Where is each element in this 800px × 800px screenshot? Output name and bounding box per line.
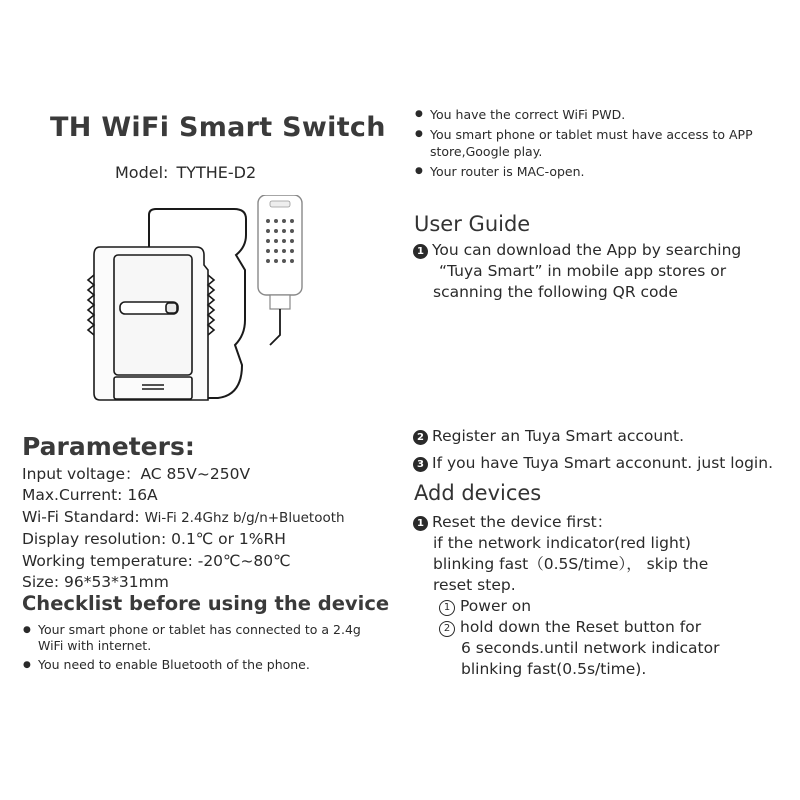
front-panel (114, 255, 192, 375)
model-line (115, 163, 256, 182)
add-substep-1 (413, 596, 793, 617)
guide-step-1-line: scanning the following QR code (433, 283, 678, 301)
checklist-item: ● Your smart phone or tablet has connected to a 2.4g WiFi with internet. (22, 622, 372, 654)
substep-number-badge: 1 (439, 600, 455, 616)
parameters-heading: Parameters: (22, 432, 195, 461)
param-input-voltage: Input voltage：AC 85V~250V (22, 465, 251, 483)
requirements-list (414, 106, 784, 183)
param-wifi-value: Wi-Fi 2.4Ghz b/g/n+Bluetooth (144, 509, 345, 526)
left-ribs (88, 275, 94, 335)
step-number-badge: 3 (413, 457, 428, 472)
parameters-list (22, 464, 345, 593)
product-title: TH WiFi Smart Switch (50, 112, 386, 143)
add-step-1-title: Reset the device first： (432, 513, 613, 531)
add-substep-2 (413, 617, 793, 638)
model-label: Model: (115, 163, 169, 182)
guide-step-1 (413, 240, 793, 303)
device-illustration (70, 195, 340, 420)
user-guide-heading: User Guide (414, 212, 531, 236)
right-ribs (208, 275, 214, 335)
param-size: Size: 96*53*31mm (22, 573, 169, 592)
param-wifi-standard (22, 507, 345, 529)
add-step-1-line: if the network indicator(red light) (433, 534, 691, 552)
add-substep-2-line: 6 seconds.until network indicator (461, 639, 720, 657)
requirement-item: ● You have the correct WiFi PWD. (414, 106, 784, 123)
requirement-item: ● You smart phone or tablet must have access to APP store,Google play. (414, 126, 784, 160)
add-substep-1-text: Power on (460, 597, 532, 615)
checklist-heading: Checklist before using the device (22, 592, 390, 615)
guide-step-3-text: If you have Tuya Smart acconunt. just login. (432, 454, 773, 472)
guide-step-3 (413, 453, 793, 474)
guide-step-1-line: You can download the App by searching (432, 241, 742, 259)
param-max-current: Max.Current: 16A (22, 486, 158, 505)
guide-step-2-text: Register an Tuya Smart account. (432, 427, 685, 445)
checklist (22, 622, 372, 676)
add-substep-2-text: hold down the Reset button for (460, 618, 702, 636)
add-substep-2-line: blinking fast(0.5s/time). (461, 660, 647, 678)
requirement-item: ● Your router is MAC-open. (414, 163, 784, 180)
model-value: TYTHE-D2 (176, 163, 257, 182)
add-step-1-line: blinking fast（0.5S/time）， skip the (433, 555, 709, 573)
add-step-1-line: reset step. (433, 576, 516, 594)
guide-step-2 (413, 426, 793, 447)
substep-number-badge: 2 (439, 621, 455, 637)
add-step-1 (413, 512, 793, 680)
param-working-temperature: Working temperature: -20℃~80℃ (22, 551, 291, 570)
param-wifi-label: Wi-Fi Standard: (22, 507, 140, 526)
guide-step-1-line: “Tuya Smart” in mobile app stores or (439, 262, 727, 280)
step-number-badge: 2 (413, 430, 428, 445)
sensor-probe (258, 195, 302, 345)
reset-button (166, 303, 177, 313)
param-display-resolution: Display resolution: 0.1℃ or 1%RH (22, 530, 286, 549)
step-number-badge: 1 (413, 516, 428, 531)
checklist-item: ● You need to enable Bluetooth of the phone. (22, 657, 372, 673)
step-number-badge: 1 (413, 244, 428, 259)
add-devices-heading: Add devices (414, 481, 542, 505)
